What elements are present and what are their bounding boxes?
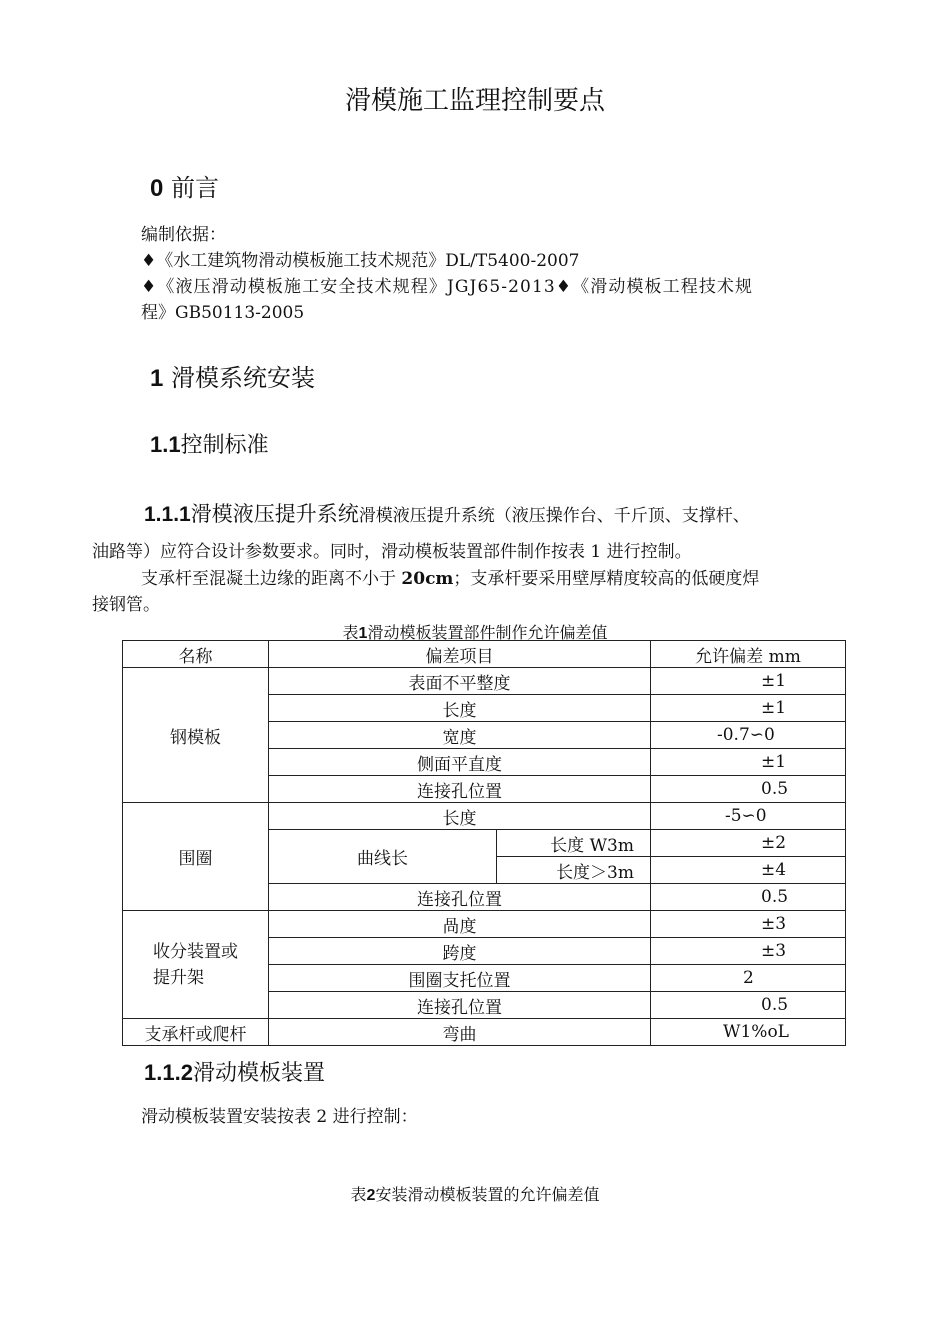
group-name-line: 提升架	[153, 967, 204, 988]
group-name-line: 收分装置或	[153, 941, 238, 962]
value-cell: -5∽0	[651, 803, 846, 830]
item-cell: 弯曲	[269, 1019, 651, 1046]
page-title: 滑模施工监理控制要点	[344, 86, 605, 116]
section-text: 滑模液压提升系统（液压操作台、千斤顶、支撑杆、	[358, 506, 750, 526]
value-cell: ±1	[651, 668, 846, 695]
value-cell: -0.7∽0	[651, 722, 846, 749]
value-cell: ±2	[651, 830, 846, 857]
item-cell: 咼度	[269, 911, 651, 938]
section-1-1-1-line-1	[144, 498, 750, 528]
item-cell: 表面不平整度	[269, 668, 651, 695]
value-cell: ±4	[651, 857, 846, 884]
sub-item-cell: 长度 W3m	[497, 830, 651, 857]
section-title: 前言	[171, 174, 219, 202]
section-1-1-1-line-3	[141, 564, 759, 589]
table-header-row	[123, 641, 846, 668]
basis-line-3: 程》GB50113-2005	[141, 303, 305, 323]
value-cell: 0.5	[651, 884, 846, 911]
section-title: 滑动模板装置	[192, 1061, 325, 1086]
header-cell: 名称	[123, 641, 269, 668]
basis-line-2: ♦《液压滑动模板施工安全技术规程》JGJ65-2013♦《滑动模板工程技术规	[141, 277, 754, 297]
table-row	[123, 668, 846, 695]
sub-item-cell: 长度＞3m	[497, 857, 651, 884]
item-cell: 侧面平直度	[269, 749, 651, 776]
header-cell: 允许偏差 mm	[651, 641, 846, 668]
section-title: 滑模系统安装	[171, 364, 315, 392]
group-name-cell: 支承杆或爬杆	[123, 1019, 269, 1046]
caption-text: 滑动模板装置部件制作允许偏差值	[367, 623, 608, 642]
group-name-cell	[123, 911, 269, 1019]
section-0-heading	[150, 168, 219, 203]
section-1-1-1-line-2: 油路等）应符合设计参数要求。同时，滑动模板装置部件制作按表 1 进行控制。	[92, 542, 692, 562]
section-number: 1.1.1	[144, 503, 191, 526]
section-title: 控制标准	[180, 433, 269, 458]
value-cell: ±1	[651, 695, 846, 722]
value-cell: 0.5	[651, 992, 846, 1019]
item-cell: 围圈支托位置	[269, 965, 651, 992]
value-cell: ±1	[651, 749, 846, 776]
section-number: 1.1	[150, 432, 181, 457]
value-cell: ±3	[651, 938, 846, 965]
item-cell: 连接孔位置	[269, 884, 651, 911]
group-name-cell: 钢模板	[123, 668, 269, 803]
caption-number: 1	[358, 625, 368, 642]
section-title: 滑模液压提升系统	[190, 502, 359, 526]
section-1-1-2-heading	[144, 1056, 325, 1087]
caption-number: 2	[366, 1187, 376, 1204]
value-cell: ±3	[651, 911, 846, 938]
item-cell: 连接孔位置	[269, 992, 651, 1019]
section-number: 1	[150, 365, 164, 392]
section-1-1-heading	[150, 428, 269, 459]
section-1-heading	[150, 358, 315, 393]
section-number: 0	[150, 175, 164, 202]
table-row	[123, 1019, 846, 1046]
text: ；支承杆要采用壁厚精度较高的低硬度焊	[453, 569, 760, 589]
basis-label: 编制依据：	[141, 225, 226, 245]
table-2-caption	[0, 1182, 950, 1205]
item-cell: 连接孔位置	[269, 776, 651, 803]
caption-prefix: 表	[342, 623, 359, 642]
table-row	[123, 803, 846, 830]
group-name-cell: 围圈	[123, 803, 269, 911]
basis-line-1: ♦《水工建筑物滑动模板施工技术规范》DL/T5400-2007	[141, 251, 580, 271]
item-cell: 曲线长	[269, 830, 497, 884]
section-number: 1.1.2	[144, 1060, 193, 1085]
text: 支承杆至混凝土边缘的距离不小于	[141, 569, 402, 589]
item-cell: 跨度	[269, 938, 651, 965]
value-cell: W1%oL	[651, 1019, 846, 1046]
item-cell: 宽度	[269, 722, 651, 749]
value-cell: 0.5	[651, 776, 846, 803]
table-row	[123, 911, 846, 938]
item-cell: 长度	[269, 803, 651, 830]
section-1-1-1-line-4: 接钢管。	[92, 595, 160, 615]
caption-text: 安装滑动模板装置的允许偏差值	[375, 1185, 600, 1204]
header-cell: 偏差项目	[269, 641, 651, 668]
value-cell: 2	[651, 965, 846, 992]
section-1-1-2-body: 滑动模板装置安装按表 2 进行控制：	[141, 1107, 418, 1127]
caption-prefix: 表	[350, 1185, 367, 1204]
item-cell: 长度	[269, 695, 651, 722]
distance-value: 20cm	[401, 569, 454, 589]
tolerance-table-1	[122, 640, 846, 1046]
